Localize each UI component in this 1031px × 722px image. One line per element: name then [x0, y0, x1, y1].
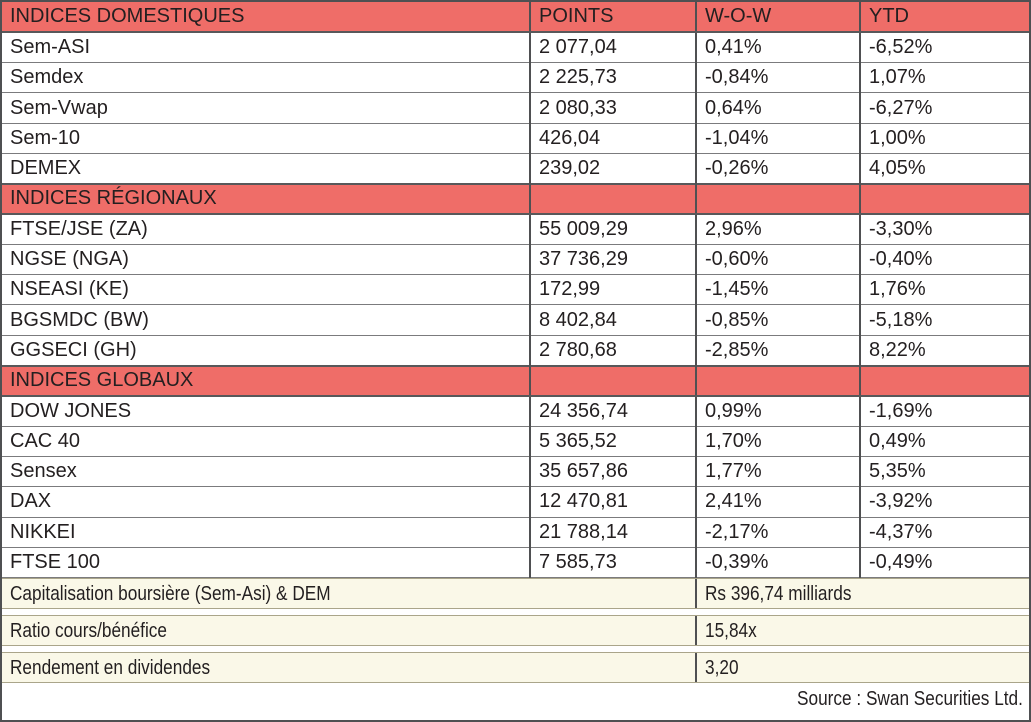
- wow-value: -2,17%: [696, 517, 860, 547]
- summary-value-cell: [695, 579, 1029, 608]
- market-cap-value: Rs 396,74 milliards: [705, 581, 852, 605]
- summary-row-dividend-yield: [2, 652, 1029, 683]
- index-name: Sem-ASI: [2, 32, 530, 62]
- index-name: CAC 40: [2, 426, 530, 456]
- index-name: Sensex: [2, 456, 530, 486]
- summary-section: [2, 578, 1029, 683]
- section-header-empty-cell: [530, 184, 696, 214]
- column-header-ytd: YTD: [860, 2, 1029, 32]
- table-row: [2, 426, 1029, 456]
- table-row: [2, 487, 1029, 517]
- ytd-value: -5,18%: [860, 305, 1029, 335]
- points-value: 37 736,29: [530, 244, 696, 274]
- wow-value: -0,84%: [696, 63, 860, 93]
- points-value: 35 657,86: [530, 456, 696, 486]
- points-value: 2 225,73: [530, 63, 696, 93]
- index-name: DAX: [2, 487, 530, 517]
- index-name: NSEASI (KE): [2, 275, 530, 305]
- points-value: 2 080,33: [530, 93, 696, 123]
- table-row: [2, 517, 1029, 547]
- wow-value: -1,45%: [696, 275, 860, 305]
- points-value: 2 077,04: [530, 32, 696, 62]
- source-row: [2, 683, 1029, 714]
- column-header-indices-domestiques: INDICES DOMESTIQUES: [2, 2, 530, 32]
- ytd-value: -0,40%: [860, 244, 1029, 274]
- section-header-empty-cell: [696, 184, 860, 214]
- ytd-value: -1,69%: [860, 396, 1029, 426]
- points-value: 12 470,81: [530, 487, 696, 517]
- points-value: 426,04: [530, 123, 696, 153]
- section-title: INDICES GLOBAUX: [2, 366, 530, 396]
- section-header-empty-cell: [530, 366, 696, 396]
- dividend-yield-value: 3,20: [705, 655, 739, 679]
- wow-value: 0,41%: [696, 32, 860, 62]
- wow-value: -0,39%: [696, 547, 860, 577]
- summary-value-cell: [695, 653, 1029, 682]
- ytd-value: 1,00%: [860, 123, 1029, 153]
- section-header-empty-cell: [860, 366, 1029, 396]
- ytd-value: -3,30%: [860, 214, 1029, 244]
- summary-row-pe-ratio: [2, 615, 1029, 646]
- table-row: [2, 153, 1029, 183]
- index-name: DEMEX: [2, 153, 530, 183]
- ytd-value: -0,49%: [860, 547, 1029, 577]
- index-name: Sem-Vwap: [2, 93, 530, 123]
- wow-value: -0,60%: [696, 244, 860, 274]
- table-header-row: [2, 2, 1029, 32]
- wow-value: -2,85%: [696, 335, 860, 365]
- index-name: Semdex: [2, 63, 530, 93]
- ytd-value: 1,76%: [860, 275, 1029, 305]
- source-text: Source : Swan Securities Ltd.: [797, 686, 1023, 710]
- section-header-empty-cell: [696, 366, 860, 396]
- section-header-row: [2, 366, 1029, 396]
- indices-table: [2, 2, 1029, 578]
- wow-value: 0,99%: [696, 396, 860, 426]
- wow-value: 2,96%: [696, 214, 860, 244]
- table-row: [2, 214, 1029, 244]
- index-name: Sem-10: [2, 123, 530, 153]
- points-value: 5 365,52: [530, 426, 696, 456]
- points-value: 55 009,29: [530, 214, 696, 244]
- table-row: [2, 335, 1029, 365]
- market-cap-label: Capitalisation boursière (Sem-Asi) & DEM: [10, 581, 331, 605]
- table-row: [2, 32, 1029, 62]
- index-name: NIKKEI: [2, 517, 530, 547]
- index-name: FTSE/JSE (ZA): [2, 214, 530, 244]
- wow-value: 0,64%: [696, 93, 860, 123]
- ytd-value: 4,05%: [860, 153, 1029, 183]
- summary-value-cell: [695, 616, 1029, 645]
- index-name: GGSECI (GH): [2, 335, 530, 365]
- wow-value: -0,85%: [696, 305, 860, 335]
- wow-value: 1,77%: [696, 456, 860, 486]
- ytd-value: -3,92%: [860, 487, 1029, 517]
- points-value: 24 356,74: [530, 396, 696, 426]
- index-name: BGSMDC (BW): [2, 305, 530, 335]
- table-row: [2, 275, 1029, 305]
- table-row: [2, 396, 1029, 426]
- section-header-row: [2, 184, 1029, 214]
- table-row: [2, 123, 1029, 153]
- index-name: NGSE (NGA): [2, 244, 530, 274]
- ytd-value: 8,22%: [860, 335, 1029, 365]
- ytd-value: 1,07%: [860, 63, 1029, 93]
- points-value: 172,99: [530, 275, 696, 305]
- index-name: FTSE 100: [2, 547, 530, 577]
- ytd-value: -6,27%: [860, 93, 1029, 123]
- summary-label-cell: [2, 653, 695, 682]
- points-value: 2 780,68: [530, 335, 696, 365]
- wow-value: 1,70%: [696, 426, 860, 456]
- wow-value: 2,41%: [696, 487, 860, 517]
- table-row: [2, 305, 1029, 335]
- table-row: [2, 547, 1029, 577]
- table-row: [2, 93, 1029, 123]
- wow-value: -1,04%: [696, 123, 860, 153]
- summary-label-cell: [2, 616, 695, 645]
- section-header-empty-cell: [860, 184, 1029, 214]
- ytd-value: -6,52%: [860, 32, 1029, 62]
- points-value: 7 585,73: [530, 547, 696, 577]
- index-name: DOW JONES: [2, 396, 530, 426]
- section-title: INDICES RÉGIONAUX: [2, 184, 530, 214]
- ytd-value: 5,35%: [860, 456, 1029, 486]
- table-row: [2, 456, 1029, 486]
- wow-value: -0,26%: [696, 153, 860, 183]
- pe-ratio-value: 15,84x: [705, 618, 757, 642]
- points-value: 8 402,84: [530, 305, 696, 335]
- column-header-wow: W-O-W: [696, 2, 860, 32]
- summary-label-cell: [2, 579, 695, 608]
- table-row: [2, 63, 1029, 93]
- pe-ratio-label: Ratio cours/bénéfice: [10, 618, 167, 642]
- ytd-value: -4,37%: [860, 517, 1029, 547]
- points-value: 21 788,14: [530, 517, 696, 547]
- dividend-yield-label: Rendement en dividendes: [10, 655, 211, 679]
- points-value: 239,02: [530, 153, 696, 183]
- column-header-points: POINTS: [530, 2, 696, 32]
- table-row: [2, 244, 1029, 274]
- ytd-value: 0,49%: [860, 426, 1029, 456]
- summary-row-market-cap: [2, 578, 1029, 609]
